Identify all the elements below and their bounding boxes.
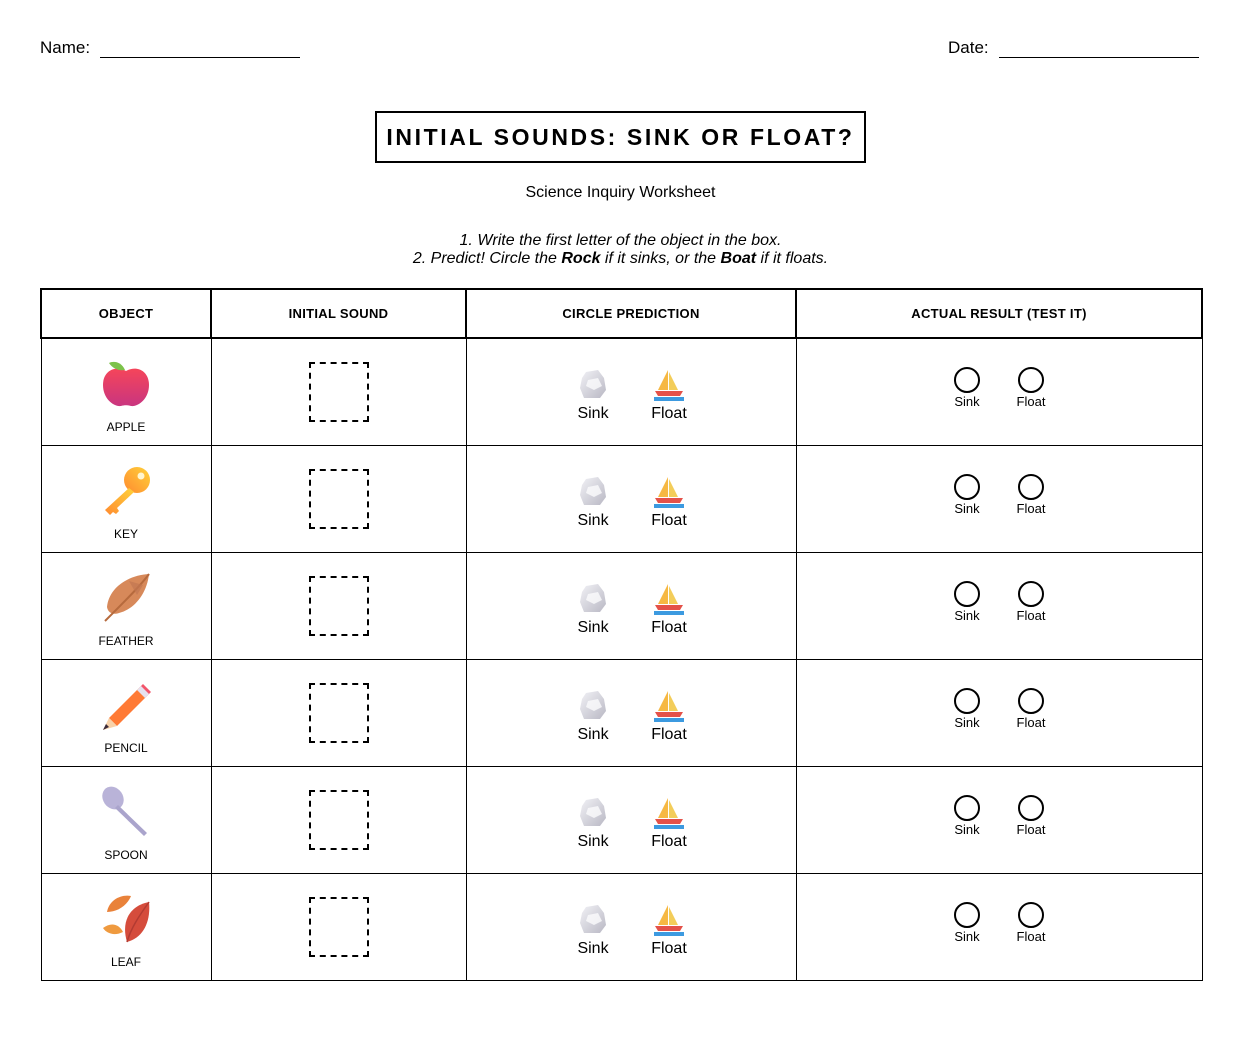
- object-label: SPOON: [104, 847, 148, 862]
- table-row: [41, 553, 1202, 660]
- predict-float-label: Float: [651, 725, 687, 743]
- result-sink-circle[interactable]: [954, 581, 980, 607]
- result-sink-circle[interactable]: [954, 795, 980, 821]
- table-row: [41, 338, 1202, 446]
- col-actual-result: ACTUAL RESULT (TEST IT): [796, 289, 1202, 338]
- result-float-option[interactable]: [1016, 902, 1046, 944]
- sailboat-icon: [652, 689, 686, 723]
- object-label: FEATHER: [98, 633, 154, 648]
- prediction-cell: [466, 874, 796, 981]
- result-sink-option[interactable]: [952, 474, 982, 516]
- table-row: [41, 874, 1202, 981]
- instructions: [0, 232, 1241, 268]
- result-float-option[interactable]: [1016, 688, 1046, 730]
- predict-float-option[interactable]: [651, 796, 687, 851]
- result-sink-label: Sink: [954, 608, 980, 623]
- result-sink-label: Sink: [954, 929, 980, 944]
- result-sink-circle[interactable]: [954, 902, 980, 928]
- initial-sound-cell: [211, 446, 466, 553]
- sailboat-icon: [652, 475, 686, 509]
- result-float-circle[interactable]: [1018, 581, 1044, 607]
- col-circle-prediction: CIRCLE PREDICTION: [466, 289, 796, 338]
- predict-float-label: Float: [651, 404, 687, 422]
- table-header-row: [41, 289, 1202, 338]
- date-input-line[interactable]: [999, 41, 1199, 58]
- predict-sink-option[interactable]: [575, 475, 611, 530]
- sailboat-icon: [652, 903, 686, 937]
- initial-letter-box[interactable]: [309, 362, 369, 422]
- object-cell: [41, 767, 211, 874]
- predict-float-label: Float: [651, 939, 687, 957]
- result-sink-option[interactable]: [952, 688, 982, 730]
- rock-icon: [576, 475, 610, 509]
- name-label: Name:: [40, 38, 91, 57]
- object-cell: [41, 874, 211, 981]
- date-field: [948, 38, 1199, 58]
- initial-letter-box[interactable]: [309, 790, 369, 850]
- predict-sink-label: Sink: [577, 618, 609, 636]
- sailboat-icon: [652, 796, 686, 830]
- result-cell: [796, 767, 1202, 874]
- result-float-circle[interactable]: [1018, 795, 1044, 821]
- leaf-icon: [99, 892, 153, 946]
- object-cell: [41, 446, 211, 553]
- predict-float-option[interactable]: [651, 582, 687, 637]
- result-sink-option[interactable]: [952, 902, 982, 944]
- result-float-label: Float: [1016, 608, 1046, 623]
- table-row: [41, 446, 1202, 553]
- result-float-option[interactable]: [1016, 367, 1046, 409]
- prediction-cell: [466, 338, 796, 446]
- initial-sound-cell: [211, 874, 466, 981]
- result-float-option[interactable]: [1016, 795, 1046, 837]
- result-sink-circle[interactable]: [954, 688, 980, 714]
- predict-sink-label: Sink: [577, 832, 609, 850]
- predict-sink-label: Sink: [577, 725, 609, 743]
- date-label: Date:: [948, 38, 989, 57]
- result-float-label: Float: [1016, 715, 1046, 730]
- object-cell: [41, 553, 211, 660]
- result-float-label: Float: [1016, 501, 1046, 516]
- initial-letter-box[interactable]: [309, 469, 369, 529]
- object-label: LEAF: [110, 954, 141, 969]
- result-cell: [796, 446, 1202, 553]
- result-sink-circle[interactable]: [954, 367, 980, 393]
- sailboat-icon: [652, 582, 686, 616]
- spoon-icon: [99, 785, 153, 839]
- name-field: [40, 38, 300, 58]
- subtitle: Science Inquiry Worksheet: [525, 184, 716, 201]
- predict-sink-option[interactable]: [575, 689, 611, 744]
- result-float-circle[interactable]: [1018, 688, 1044, 714]
- object-cell: [41, 660, 211, 767]
- result-sink-option[interactable]: [952, 367, 982, 409]
- predict-sink-option[interactable]: [575, 582, 611, 637]
- predict-sink-label: Sink: [577, 939, 609, 957]
- col-initial-sound: INITIAL SOUND: [211, 289, 466, 338]
- page-title: INITIAL SOUNDS: SINK OR FLOAT?: [375, 111, 866, 163]
- object-label: APPLE: [106, 419, 146, 434]
- result-sink-label: Sink: [954, 822, 980, 837]
- predict-float-option[interactable]: [651, 475, 687, 530]
- result-cell: [796, 660, 1202, 767]
- initial-sound-cell: [211, 553, 466, 660]
- initial-letter-box[interactable]: [309, 683, 369, 743]
- rock-icon: [576, 796, 610, 830]
- predict-sink-option[interactable]: [575, 368, 611, 423]
- result-float-circle[interactable]: [1018, 367, 1044, 393]
- key-icon: [99, 464, 153, 518]
- object-label: KEY: [113, 526, 138, 541]
- result-sink-option[interactable]: [952, 795, 982, 837]
- result-float-label: Float: [1016, 394, 1046, 409]
- result-sink-label: Sink: [954, 394, 980, 409]
- object-cell: [41, 338, 211, 446]
- rock-icon: [576, 689, 610, 723]
- table-row: [41, 660, 1202, 767]
- result-sink-label: Sink: [954, 501, 980, 516]
- prediction-cell: [466, 767, 796, 874]
- predict-float-option[interactable]: [651, 689, 687, 744]
- result-cell: [796, 874, 1202, 981]
- result-float-circle[interactable]: [1018, 902, 1044, 928]
- result-float-label: Float: [1016, 822, 1046, 837]
- name-input-line[interactable]: [100, 41, 300, 58]
- predict-float-option[interactable]: [651, 368, 687, 423]
- predict-sink-option[interactable]: [575, 903, 611, 958]
- predict-sink-option[interactable]: [575, 796, 611, 851]
- predict-float-label: Float: [651, 511, 687, 529]
- result-sink-circle[interactable]: [954, 474, 980, 500]
- feather-icon: [99, 571, 153, 625]
- result-float-option[interactable]: [1016, 581, 1046, 623]
- result-cell: [796, 338, 1202, 446]
- initial-sound-cell: [211, 660, 466, 767]
- result-float-label: Float: [1016, 929, 1046, 944]
- rock-icon: [576, 903, 610, 937]
- initial-letter-box[interactable]: [309, 576, 369, 636]
- pencil-icon: [99, 678, 153, 732]
- initial-sound-cell: [211, 338, 466, 446]
- rock-icon: [576, 368, 610, 402]
- instruction-2: 2. Predict! Circle the Rock if it sinks, or the Boat if it floats.: [412, 250, 829, 267]
- result-cell: [796, 553, 1202, 660]
- initial-sound-cell: [211, 767, 466, 874]
- table-row: [41, 767, 1202, 874]
- prediction-cell: [466, 553, 796, 660]
- col-object: OBJECT: [41, 289, 211, 338]
- predict-sink-label: Sink: [577, 404, 609, 422]
- initial-letter-box[interactable]: [309, 897, 369, 957]
- worksheet-table: [40, 288, 1203, 981]
- predict-float-label: Float: [651, 832, 687, 850]
- prediction-cell: [466, 660, 796, 767]
- prediction-cell: [466, 446, 796, 553]
- predict-sink-label: Sink: [577, 511, 609, 529]
- sailboat-icon: [652, 368, 686, 402]
- predict-float-label: Float: [651, 618, 687, 636]
- result-sink-label: Sink: [954, 715, 980, 730]
- predict-float-option[interactable]: [651, 903, 687, 958]
- result-float-option[interactable]: [1016, 474, 1046, 516]
- result-float-circle[interactable]: [1018, 474, 1044, 500]
- instruction-1: 1. Write the first letter of the object in the box.: [459, 232, 782, 249]
- object-label: PENCIL: [104, 740, 148, 755]
- rock-icon: [576, 582, 610, 616]
- result-sink-option[interactable]: [952, 581, 982, 623]
- apple-icon: [99, 357, 153, 411]
